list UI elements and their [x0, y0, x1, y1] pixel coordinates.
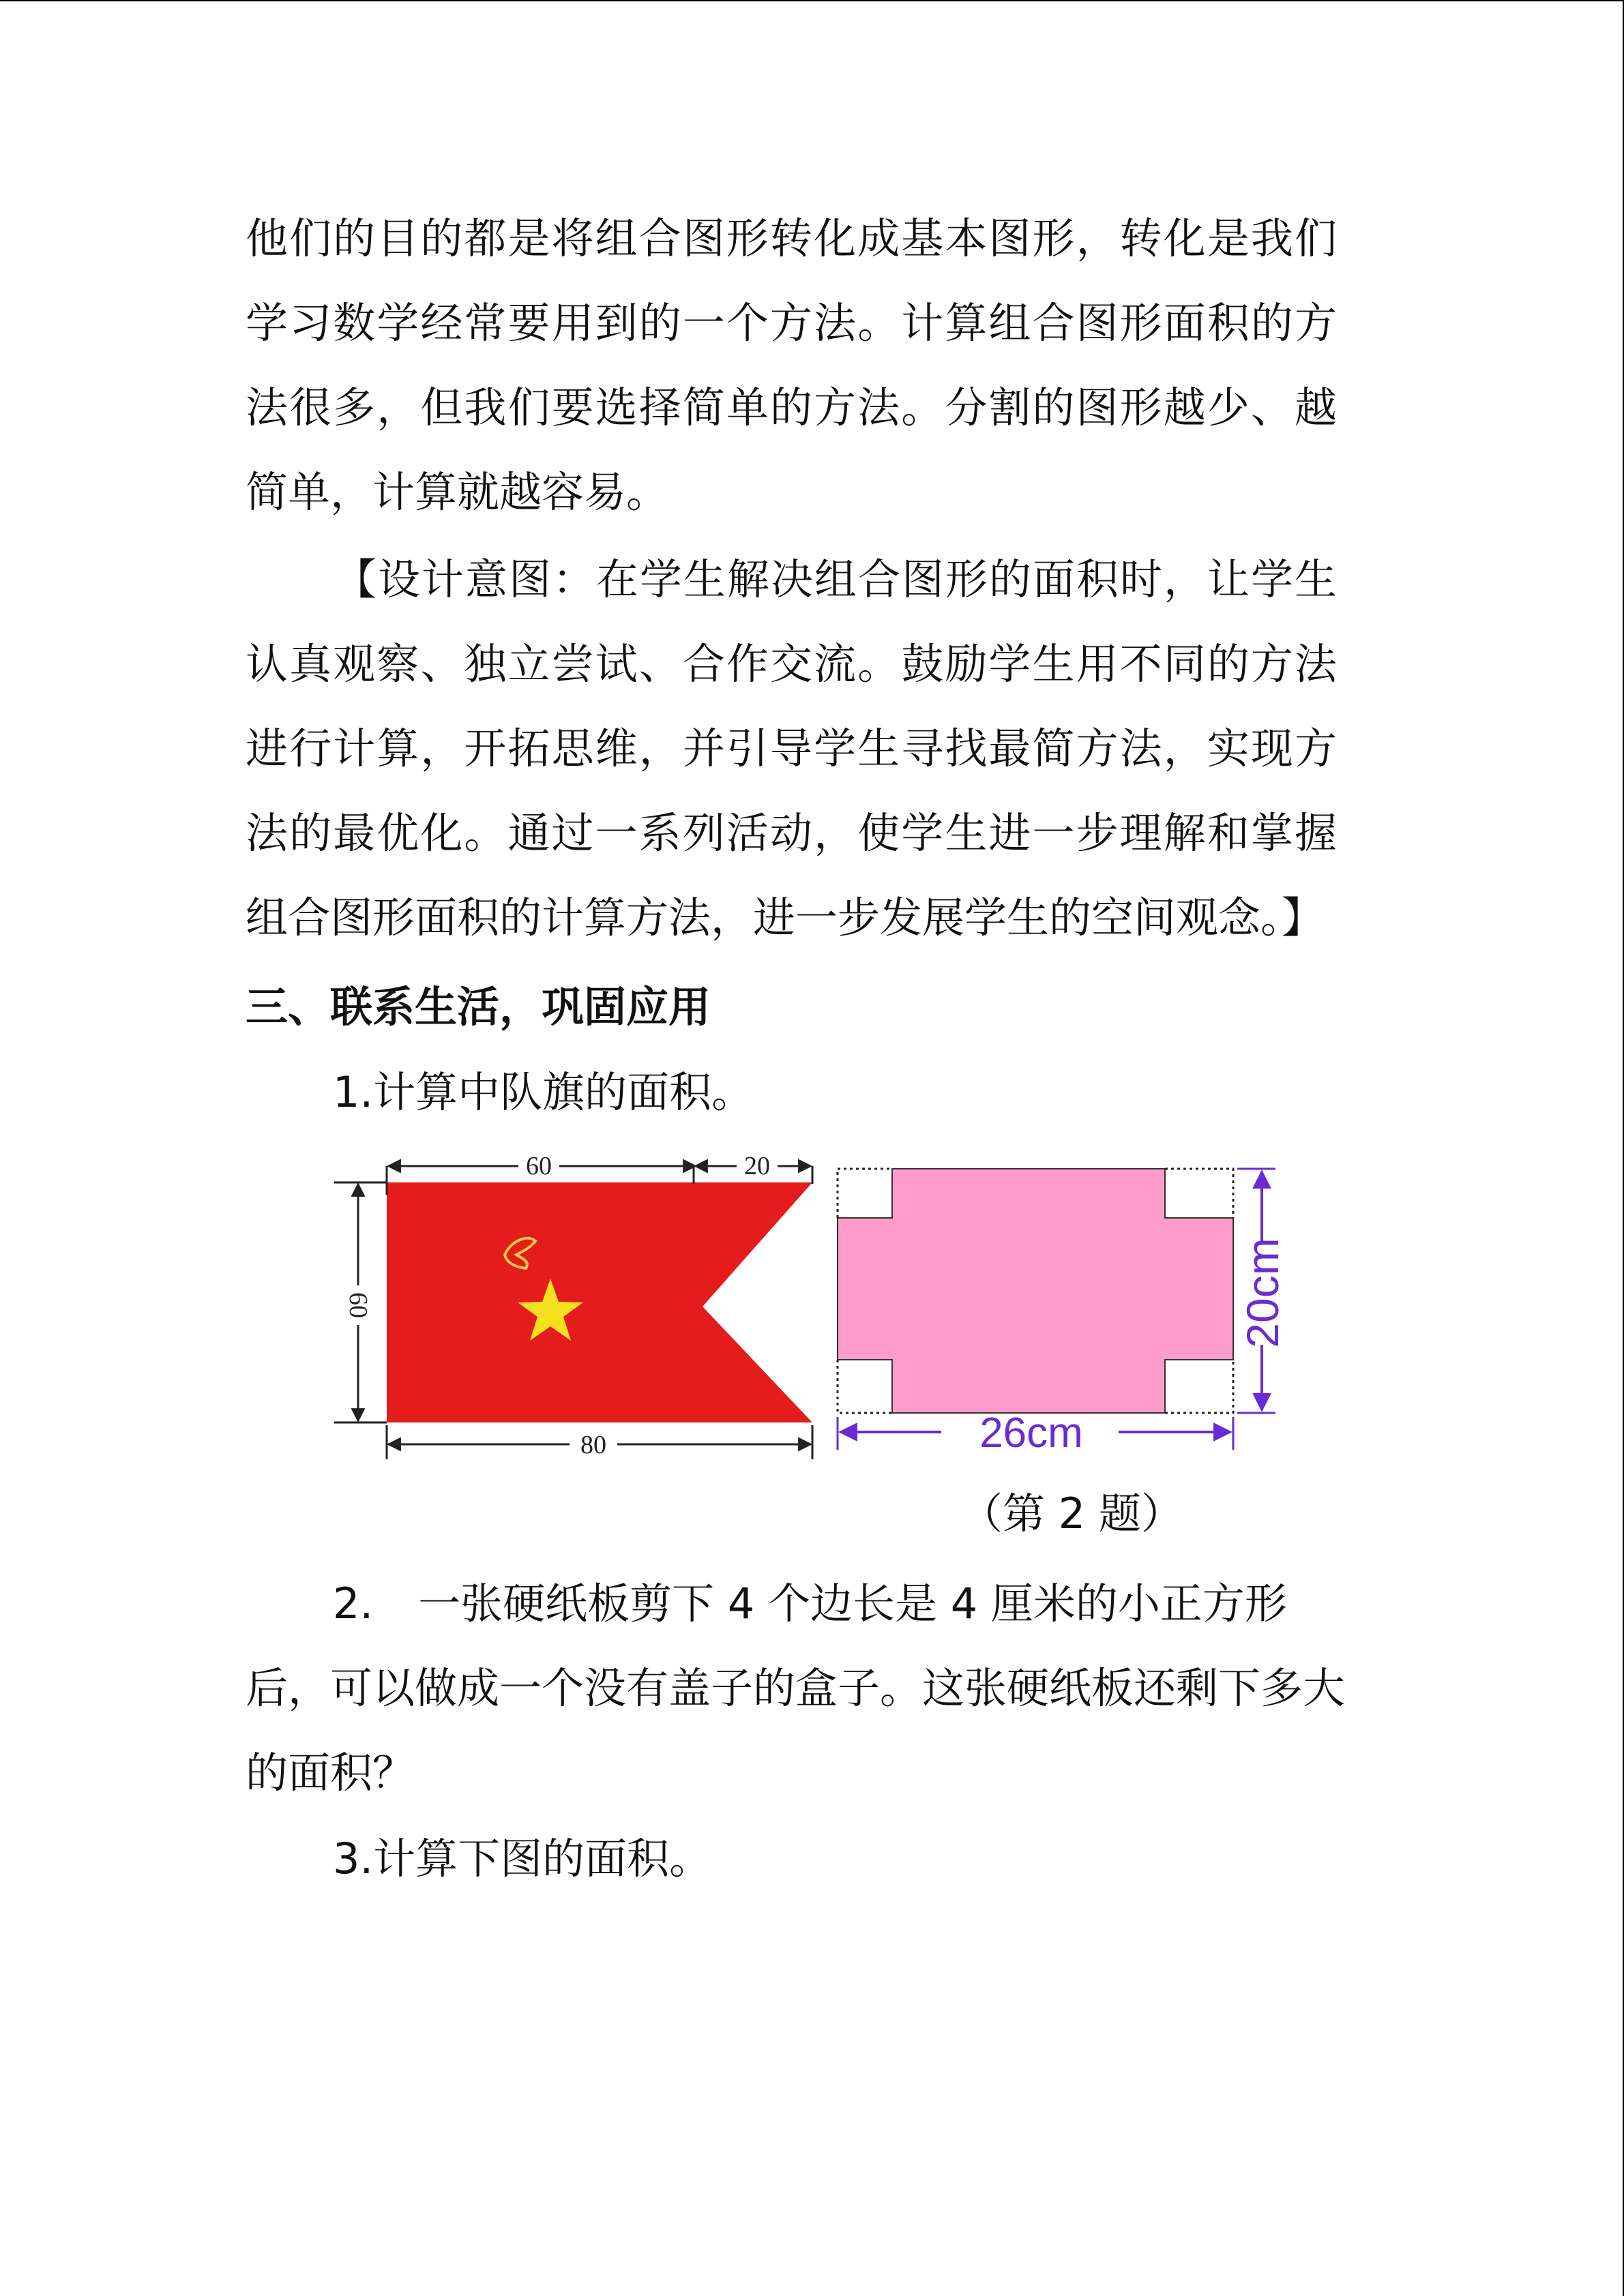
question-3-text: 计算下图的面积。 [373, 1834, 712, 1883]
caption-close: 题） [1085, 1489, 1183, 1538]
question-3-number: 3. [333, 1834, 374, 1883]
cardboard-figure [832, 1152, 1303, 1459]
dim-bottom: 80 [580, 1431, 606, 1459]
section-heading: 三、联系生活，巩固应用 [246, 982, 711, 1032]
board-width-label: 26cm [979, 1410, 1083, 1457]
question-1-text: 计算中队旗的面积。 [373, 1067, 754, 1117]
question-3 [333, 1817, 711, 1901]
cardboard-shape [838, 1169, 1233, 1413]
dim-top-right: 20 [744, 1152, 770, 1180]
squadron-flag-figure [331, 1139, 829, 1466]
question-2-text-a: 一张硬纸板剪下 [418, 1579, 728, 1628]
caption-number: 2 [1058, 1489, 1086, 1538]
paragraph-conclusion: 他们的目的都是将组合图形转化成基本图形，转化是我们学习数学经常要用到的一个方法。计算组合图形面积的方法很多，但我们要选择简单的方法。分割的图形越少、越简单，计算就越容易。 [246, 213, 1337, 517]
question-1 [333, 1050, 754, 1135]
dim-top-left: 60 [526, 1152, 552, 1180]
paragraph-design-intent: 【设计意图：在学生解决组合图形的面积时，让学生认真观察、独立尝试、合作交流。鼓励学生用不同的方法进行计算，开拓思维，并引导学生寻找最简方法，实现方法的最优化。通过一系列活动，使学生进一步理解和掌握组合图形面积的计算方法，进一步发展学生的空间观念。】 [246, 554, 1337, 942]
question-2-text-c: 厘米的小正方形后，可以做成一个没有盖子的盒子。这张硬纸板还剩下多大的面积？ [246, 1579, 1346, 1798]
question-2 [246, 1562, 1350, 1815]
question-2-text-b: 个边长是 [754, 1579, 951, 1628]
question-2-count: 4 [727, 1579, 755, 1628]
question-2-side: 4 [950, 1579, 978, 1628]
question-1-number: 1. [333, 1067, 374, 1117]
dim-height: 60 [344, 1292, 372, 1318]
caption-open: （第 [960, 1489, 1059, 1538]
flag-shape [387, 1182, 812, 1422]
question-2-number: 2. [333, 1579, 374, 1628]
board-height-label: 20cm [1237, 1238, 1288, 1348]
figure-caption [960, 1472, 1183, 1556]
